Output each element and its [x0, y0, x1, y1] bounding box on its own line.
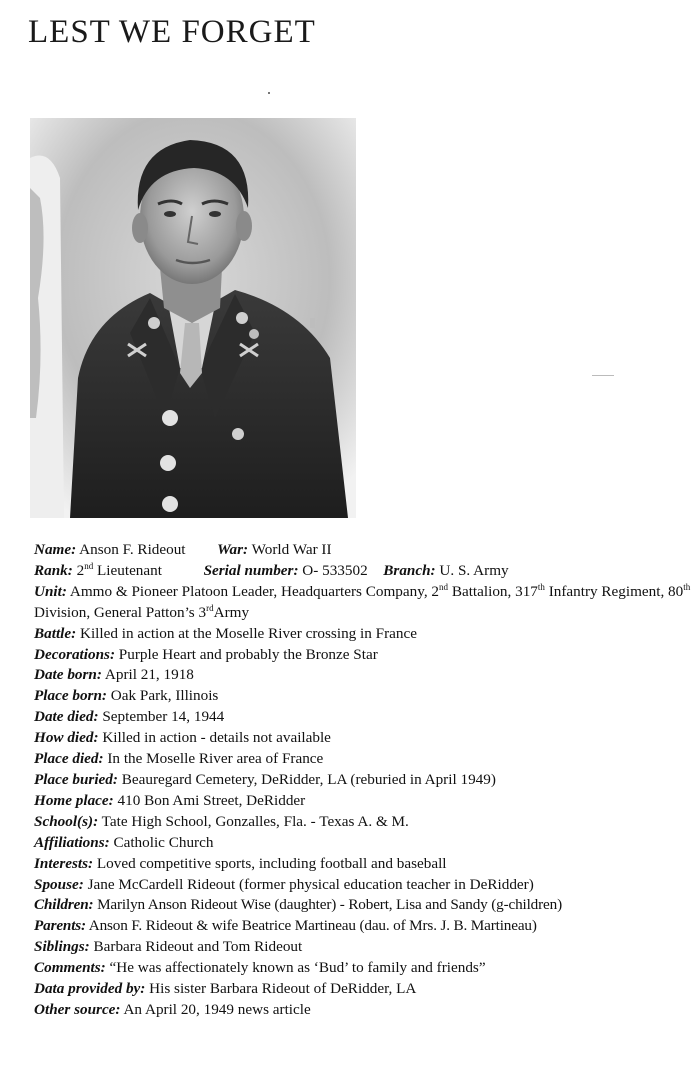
parents-label: Parents: [34, 917, 86, 935]
data-provided-value: His sister Barbara Rideout of DeRidder, LA [149, 980, 417, 998]
date-born-label: Date born: [34, 666, 102, 684]
row-unit [34, 582, 694, 624]
schools-label: School(s): [34, 812, 99, 830]
comments-label: Comments: [34, 959, 106, 977]
row-date-born [34, 665, 694, 686]
interests-value: Loved competitive sports, including football and baseball [96, 854, 447, 872]
row-comments [34, 958, 694, 979]
war-label: War: [217, 541, 249, 558]
serial-label: Serial number: [203, 561, 299, 579]
comments-value: “He was affectionately known as ‘Bud’ to family and friends” [109, 959, 486, 977]
place-died-value: In the Moselle River area of France [107, 750, 324, 768]
how-died-label: How died: [34, 729, 99, 747]
other-source-value: An April 20, 1949 news article [123, 1000, 311, 1018]
children-label: Children: [34, 896, 94, 914]
affiliations-label: Affiliations: [34, 833, 110, 851]
scan-speck [268, 92, 270, 94]
place-buried-value: Beauregard Cemetery, DeRidder, LA (reburied in April 1949) [121, 770, 496, 788]
row-place-buried [34, 770, 694, 791]
place-born-label: Place born: [34, 687, 107, 705]
row-children [34, 895, 694, 916]
row-spouse [34, 875, 694, 896]
row-parents [34, 916, 694, 937]
scan-mark [592, 375, 614, 376]
place-died-label: Place died: [34, 750, 104, 768]
spouse-value: Jane McCardell Rideout (former physical education teacher in DeRidder) [87, 875, 534, 893]
row-date-died [34, 707, 694, 728]
row-schools [34, 812, 694, 833]
rank-value: 2nd Lieutenant [76, 560, 162, 579]
date-born-value: April 21, 1918 [104, 666, 194, 684]
row-siblings [34, 937, 694, 958]
place-born-value: Oak Park, Illinois [110, 687, 219, 705]
branch-value: U. S. Army [439, 561, 509, 579]
rank-label: Rank: [34, 561, 73, 579]
row-rank [34, 561, 694, 582]
portrait-photo [30, 118, 356, 518]
row-place-died [34, 749, 694, 770]
decorations-value: Purple Heart and probably the Bronze Star [118, 645, 378, 663]
row-affiliations [34, 833, 694, 854]
data-provided-label: Data provided by: [34, 980, 146, 998]
spouse-label: Spouse: [34, 875, 84, 893]
row-home-place [34, 791, 694, 812]
decorations-label: Decorations: [34, 645, 115, 663]
other-source-label: Other source: [34, 1000, 121, 1018]
date-died-label: Date died: [34, 708, 99, 726]
row-other-source [34, 1000, 694, 1021]
war-value: World War II [251, 541, 332, 558]
home-place-value: 410 Bon Ami Street, DeRidder [117, 791, 306, 809]
unit-label: Unit: [34, 582, 67, 600]
row-battle [34, 624, 694, 645]
row-how-died [34, 728, 694, 749]
parents-value: Anson F. Rideout & wife Beatrice Martineau (dau. of Mrs. J. B. Martineau) [88, 917, 537, 935]
affiliations-value: Catholic Church [113, 833, 214, 851]
children-value: Marilyn Anson Rideout Wise (daughter) - Robert, Lisa and Sandy (g-children) [97, 896, 562, 914]
battle-value: Killed in action at the Moselle River crossing in France [79, 624, 417, 642]
siblings-label: Siblings: [34, 938, 90, 956]
row-place-born [34, 686, 694, 707]
row-name [34, 540, 694, 561]
interests-label: Interests: [34, 854, 94, 872]
record-fields [34, 540, 694, 1021]
name-value: Anson F. Rideout [79, 541, 186, 558]
place-buried-label: Place buried: [34, 770, 118, 788]
how-died-value: Killed in action - details not available [102, 729, 331, 747]
serial-value: O- 533502 [302, 561, 368, 579]
page-title: LEST WE FORGET [28, 14, 316, 50]
branch-label: Branch: [383, 561, 436, 579]
date-died-value: September 14, 1944 [102, 708, 225, 726]
home-place-label: Home place: [34, 791, 114, 809]
schools-value: Tate High School, Gonzalles, Fla. - Texas A. & M. [101, 812, 409, 830]
battle-label: Battle: [34, 624, 77, 642]
siblings-value: Barbara Rideout and Tom Rideout [93, 938, 303, 956]
row-interests [34, 854, 694, 875]
unit-value: Ammo & Pioneer Platoon Leader, Headquarters Company, 2nd Battalion, 317th Infantry Regiment, 80th Division, General Patton’s 3rdArmy [34, 581, 691, 621]
row-data-provided [34, 979, 694, 1000]
name-label: Name: [34, 541, 77, 558]
row-decorations [34, 645, 694, 666]
